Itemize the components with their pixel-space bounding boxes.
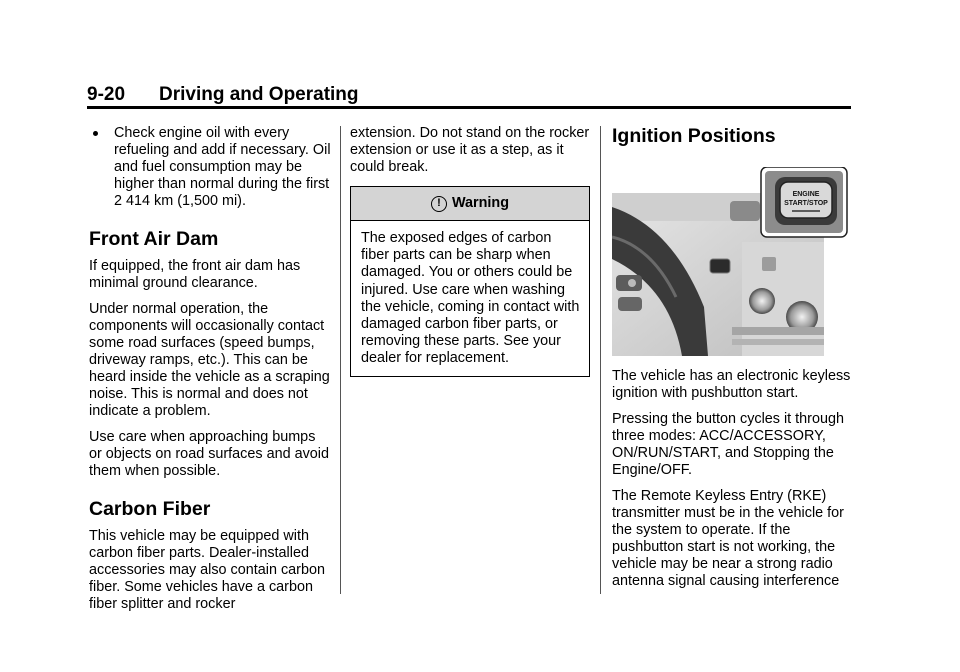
- bullet-item: [89, 125, 332, 210]
- warning-title: Warning: [451, 195, 510, 211]
- paragraph: Use care when approaching bumps or objects on road surfaces and avoid them when possible.: [89, 429, 329, 479]
- ignition-illustration: [612, 167, 848, 356]
- bullet-text: Check engine oil with every refueling and add if necessary. Oil and fuel consumption may be higher than normal during the first 2 414 km (1,500 mi).: [114, 125, 331, 209]
- bullet-dot-icon: [93, 131, 98, 136]
- heading-ignition-positions: Ignition Positions: [612, 125, 776, 147]
- paragraph-continuation: extension. Do not stand on the rocker extension or use it as a step, as it could break.: [350, 125, 590, 175]
- warning-body: The exposed edges of carbon fiber parts can be sharp when damaged. You or others could be injured. Use care when washing the vehicle, coming in contact with damaged carbon fiber parts, or removing these parts. See your dealer for replacement.: [361, 230, 580, 367]
- header-rule: [87, 106, 851, 109]
- warning-box: [350, 186, 590, 377]
- heading-front-air-dam: Front Air Dam: [89, 228, 219, 250]
- column-3: [612, 125, 857, 599]
- warning-header: [351, 187, 589, 221]
- section-title: Driving and Operating: [159, 84, 359, 105]
- ignition-figure: [612, 167, 848, 356]
- paragraph: If equipped, the front air dam has minimal ground clearance.: [89, 258, 301, 291]
- paragraph: The vehicle has an electronic keyless ignition with pushbutton start.: [612, 368, 851, 401]
- column-divider-1: [340, 126, 341, 594]
- column-2: [350, 125, 590, 377]
- paragraph: Pressing the button cycles it through three modes: ACC/ACCESSORY, ON/RUN/START, and Stopping the Engine/OFF.: [612, 411, 844, 478]
- column-1: [89, 125, 332, 622]
- start-stop-label: START/STOP: [784, 200, 828, 207]
- heading-carbon-fiber: Carbon Fiber: [89, 498, 211, 520]
- warning-circle-icon: !: [431, 196, 447, 212]
- page-number: 9-20: [87, 84, 126, 105]
- paragraph: The Remote Keyless Entry (RKE) transmitter must be in the vehicle for the system to operate. If the pushbutton start is not working, the vehicle may be near a strong radio antenna signal causing interference: [612, 488, 844, 589]
- paragraph: Under normal operation, the components will occasionally contact some road surfaces (speed bumps, driveway ramps, etc.). This can be heard inside the vehicle as a scraping noise. This is normal and does not indicate a problem.: [89, 301, 330, 419]
- page-header: [87, 84, 851, 106]
- paragraph: This vehicle may be equipped with carbon fiber parts. Dealer-installed accessories may also contain carbon fiber. Some vehicles have a carbon fiber splitter and rocker: [89, 528, 325, 612]
- column-divider-2: [600, 126, 601, 594]
- engine-label: ENGINE: [792, 191, 820, 198]
